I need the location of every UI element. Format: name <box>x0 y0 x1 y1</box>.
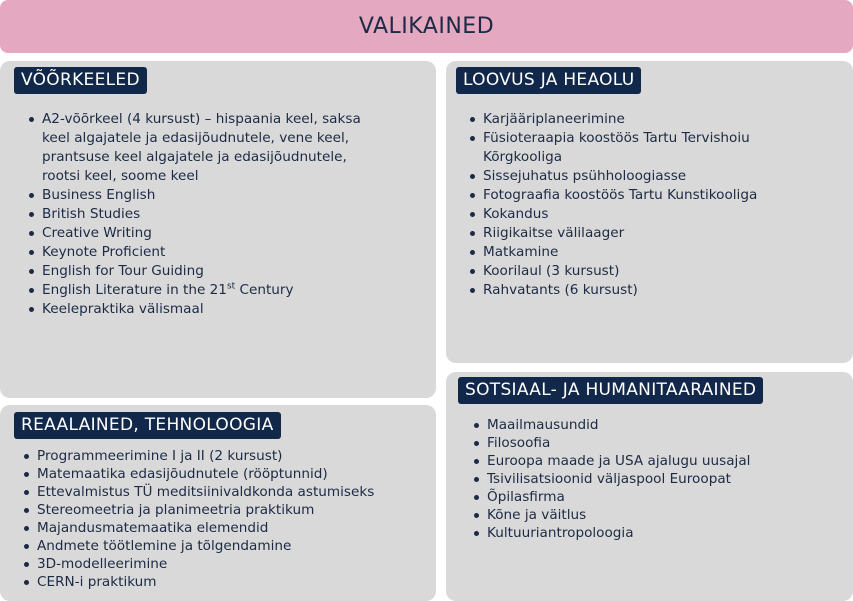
list-item: Kõne ja väitlus <box>473 506 843 524</box>
list-item: Koorilaul (3 kursust) <box>469 262 799 281</box>
list-item: Euroopa maade ja USA ajalugu uusajal <box>473 452 843 470</box>
list-item: Füsioteraapia koostöös Tartu Tervishoiu Kõrgkooliga <box>469 129 799 167</box>
list-item: Business English <box>28 186 384 205</box>
literature-suffix: Century <box>235 282 294 298</box>
page-title: VALIKAINED <box>0 0 853 53</box>
list-item: Sissejuhatus psühholoogiasse <box>469 167 799 186</box>
list-item: Rahvatants (6 kursust) <box>469 281 799 300</box>
list-item: Programmeerimine I ja II (2 kursust) <box>23 447 428 465</box>
list-item: Stereomeetria ja planimeetria praktikum <box>23 501 428 519</box>
list-item: Fotograafia koostöös Tartu Kunstikooliga <box>469 186 799 205</box>
creativity-list <box>469 110 799 300</box>
list-item: Ettevalmistus TÜ meditsiinivaldkonda astumiseks <box>23 483 428 501</box>
list-item: A2-võõrkeel (4 kursust) – hispaania keel, saksa keel algajatele ja edasijõudnutele, vene keel, prantsuse keel algajatele ja edasijõudnutele, rootsi keel, soome keel <box>28 110 384 186</box>
languages-list <box>28 110 384 319</box>
list-item: Majandusmatemaatika elemendid <box>23 519 428 537</box>
creativity-title: LOOVUS JA HEAOLU <box>456 67 641 94</box>
list-item: Creative Writing <box>28 224 384 243</box>
list-item: Karjääriplaneerimine <box>469 110 799 129</box>
humanities-title: SOTSIAAL- JA HUMANITAARAINED <box>458 377 763 404</box>
list-item: British Studies <box>28 205 384 224</box>
languages-title: VÕÕRKEELED <box>14 67 147 94</box>
list-item: Õpilasfirma <box>473 488 843 506</box>
list-item: Tsivilisatsioonid väljaspool Euroopat <box>473 470 843 488</box>
list-item: Kokandus <box>469 205 799 224</box>
list-item: CERN-i praktikum <box>23 573 428 591</box>
sciences-list <box>23 447 428 591</box>
list-item: Matemaatika edasijõudnutele (rööptunnid) <box>23 465 428 483</box>
list-item: 3D-modelleerimine <box>23 555 428 573</box>
list-item: Riigikaitse välilaager <box>469 224 799 243</box>
list-item: Kultuuriantropoloogia <box>473 524 843 542</box>
list-item: English for Tour Guiding <box>28 262 384 281</box>
list-item: Maailmausundid <box>473 416 843 434</box>
list-item: Keelepraktika välismaal <box>28 300 384 319</box>
humanities-list <box>473 416 843 542</box>
literature-superscript: st <box>226 281 236 292</box>
list-item: Matkamine <box>469 243 799 262</box>
literature-prefix: English Literature in the 21 <box>42 282 227 298</box>
sciences-title: REAALAINED, TEHNOLOOGIA <box>14 412 281 439</box>
list-item: Andmete töötlemine ja tõlgendamine <box>23 537 428 555</box>
list-item <box>28 281 384 300</box>
list-item: Filosoofia <box>473 434 843 452</box>
list-item: Keynote Proficient <box>28 243 384 262</box>
